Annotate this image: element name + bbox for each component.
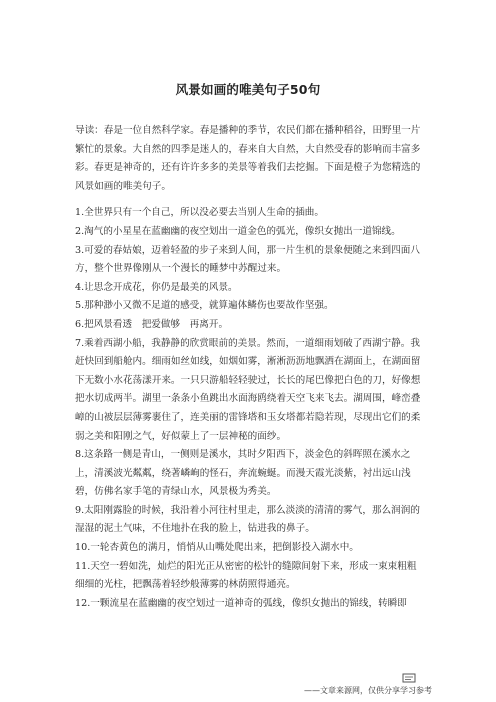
- list-item: 2.淘气的小星星在蓝幽幽的夜空划出一道金色的弧光，像织女抛出一道锦线。: [75, 225, 401, 237]
- page-title: 风景如画的唯美句子50句: [175, 82, 321, 97]
- list-item: 1.全世界只有一个自己，所以没必要去当别人生命的插曲。: [75, 207, 324, 219]
- list-item: 9.太阳刚露脸的时候，我沿着小河往村里走，那么淡淡的清清的雾气，那么润润的湿湿的泥土气味，不住地扑在我的脸上，钻进我的鼻子。: [75, 504, 420, 535]
- list-item: 5.那种渺小又微不足道的感受，就算遍体鳞伤也要故作坚强。: [75, 300, 334, 312]
- intro-paragraph: 导读：春是一位自然科学家。春是播种的季节，农民们都在播种稻谷，田野里一片繁忙的景象。大自然的四季是迷人的，春来自大自然，大自然受春的影响而丰富多彩。春更是神奇的，还有许许多多的美景等着我们去挖掘。下面是橙子为您精选的风景如画的唯美句子。: [75, 125, 421, 192]
- list-item: 12.一颗流星在蓝幽幽的夜空划过一道神奇的弧线，像织女抛出的锦线，转瞬即: [75, 597, 407, 609]
- list-item: 7.乘着西湖小船，我静静的欣赏眼前的美景。然而，一道细雨划破了西湖宁静。我赶快回到船舱内。细雨如丝如线，如烟如雾，淅淅沥沥地飘洒在湖面上，在湖面留下无数小水花荡漾开来。一只只游船轻轻驶过，长长的尾巴像把白色的刀，好像想把水切成两半。湖里一条条小鱼跳出水面海鸥绕着天空飞来飞去。湖周围，峰峦叠嶂的山被层层薄雾裹住了，连美丽的雷锋塔和玉女塔都若隐若现，尽现出它们的柔弱之美和阳刚之气，好似蒙上了一层神秘的面纱。: [75, 337, 421, 442]
- list-item: 4.让思念开成花，你仍是最美的风景。: [75, 281, 238, 293]
- document-icon: [402, 673, 416, 683]
- article-body: [75, 122, 425, 613]
- list-item: 11.天空一碧如洗，灿烂的阳光正从密密的松针的缝隙间射下来，形成一束束粗粗细细的光柱，把飘荡着轻纱般薄雾的林荫照得通亮。: [75, 560, 417, 591]
- list-item: 3.可爱的春姑娘，迈着轻盈的步子来到人间，那一片生机的景象便随之来到四面八方，整个世界像刚从一个漫长的睡梦中苏醒过来。: [75, 244, 420, 275]
- list-item: 8.这条路一侧是青山，一侧则是溪水，其时夕阳西下，淡金色的斜晖照在溪水之上，清溪波光粼粼，绕著嶙峋的怪石，奔流蜿蜒。而漫天霞光淡紫，衬出远山浅碧，仿佛名家手笔的青绿山水，风景极为秀美。: [75, 449, 411, 498]
- footer-note: ——文章来源网，仅供分享学习参考: [304, 686, 432, 695]
- list-item: 6.把风景看透 把爱做够 再离开。: [75, 318, 229, 330]
- list-item: 10.一轮杏黄色的满月，悄悄从山嘴处爬出来，把倒影投入湖水中。: [75, 542, 359, 554]
